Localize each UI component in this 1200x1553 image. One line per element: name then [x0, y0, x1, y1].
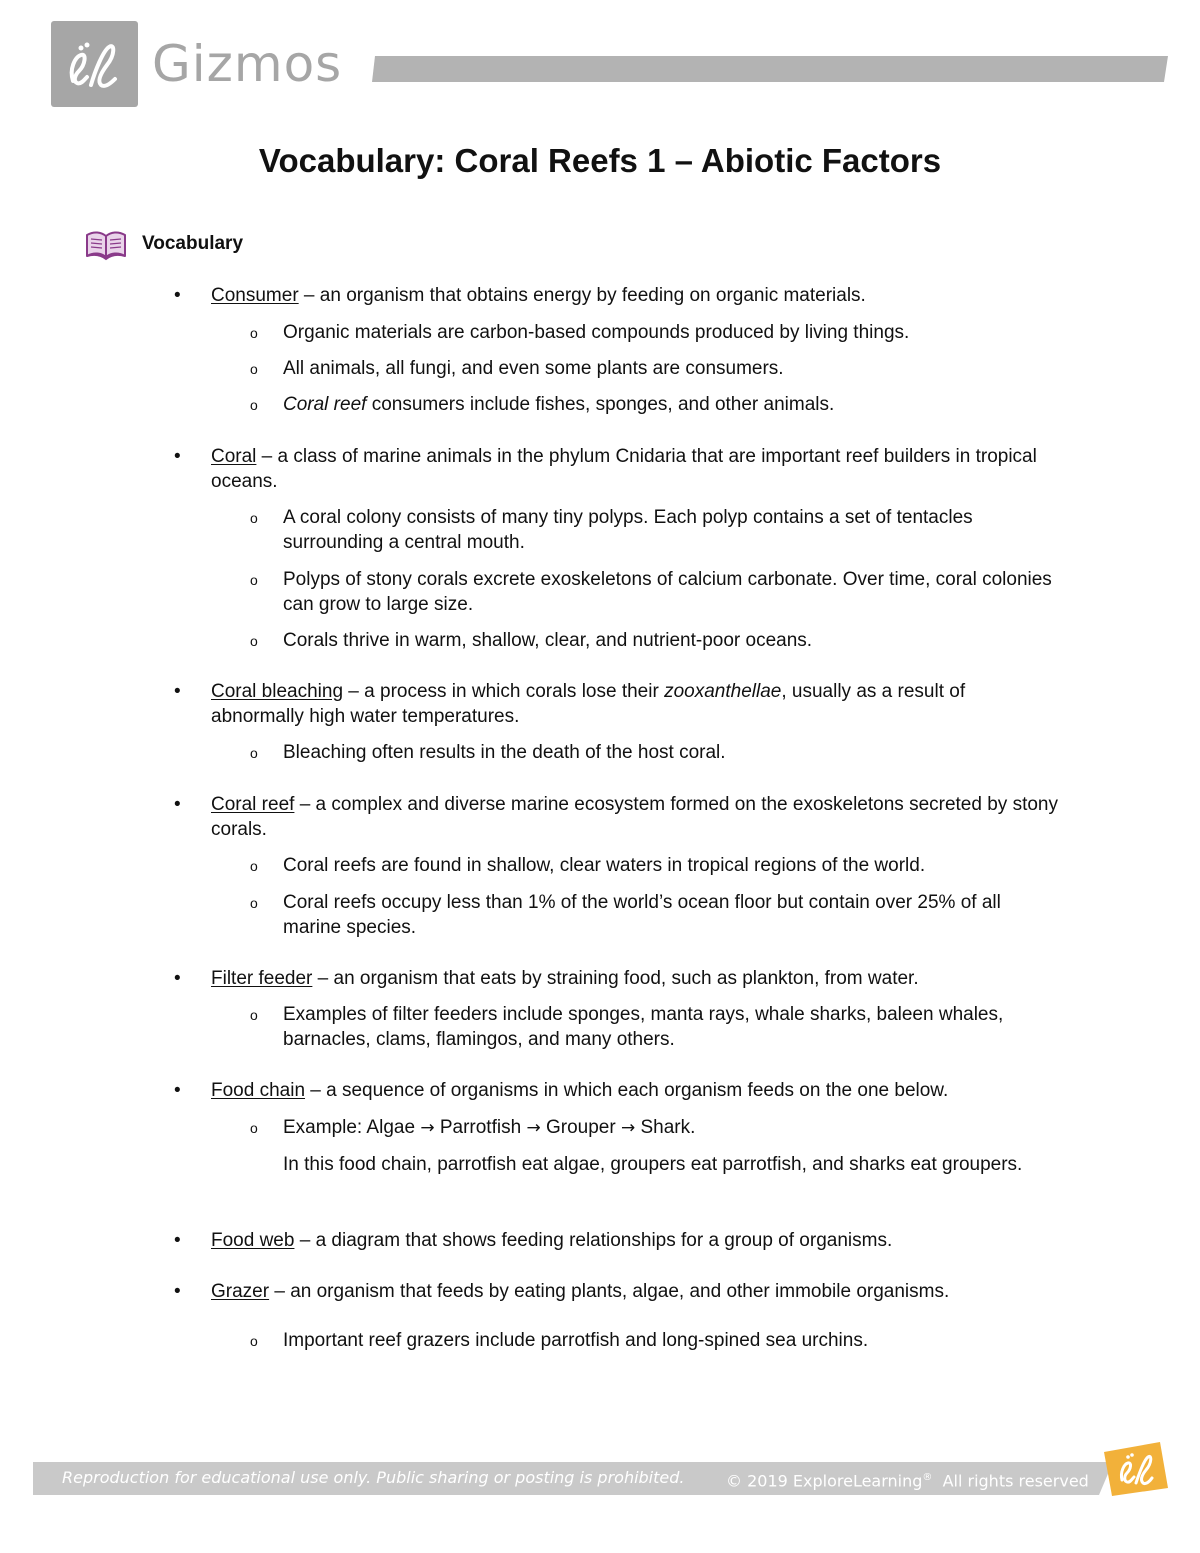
- chain-link: Parrotfish: [439, 1117, 522, 1138]
- list-item: [250, 320, 1063, 345]
- list-item: [250, 853, 1063, 878]
- term-definition: – a process in which corals lose their: [343, 681, 665, 702]
- term-grazer: [174, 1279, 1061, 1304]
- term-word: Consumer: [211, 285, 299, 306]
- term-definition: – a complex and diverse marine ecosystem formed on the exoskeletons secreted by stony corals.: [211, 794, 1058, 840]
- explorelearning-corner-logo-icon: [1100, 1438, 1172, 1500]
- bullet: •: [174, 681, 181, 702]
- bullet: •: [174, 446, 181, 467]
- page-title: Vocabulary: Coral Reefs 1 – Abiotic Factors: [258, 142, 942, 179]
- list-item: [250, 1328, 1063, 1353]
- sub-text: A coral colony consists of many tiny polyps. Each polyp contains a set of tentacles surrounding a central mouth.: [283, 507, 973, 553]
- rights-text: All rights reserved: [942, 1471, 1089, 1491]
- section-label: Vocabulary: [142, 233, 244, 254]
- list-item: [250, 356, 1063, 381]
- list-item: [250, 392, 1063, 417]
- bullet: •: [174, 1281, 181, 1302]
- sub-bullet: o: [250, 633, 258, 649]
- sub-text: Polyps of stony corals excrete exoskeletons of calcium carbonate. Over time, coral colonies can grow to large size.: [283, 569, 1052, 615]
- term-definition: – a diagram that shows feeding relationships for a group of organisms.: [294, 1230, 893, 1251]
- footer-notice: Reproduction for educational use only. Public sharing or posting is prohibited.: [62, 1468, 685, 1487]
- arrow-right-icon: →: [420, 1118, 435, 1138]
- term-word: Coral reef: [211, 794, 295, 815]
- chain-link: Shark.: [640, 1117, 696, 1138]
- sub-text: Bleaching often results in the death of the host coral.: [283, 742, 726, 763]
- term-word: Coral bleaching: [211, 681, 344, 702]
- term-definition-end: , usually as a result of abnormally high water temperatures.: [211, 681, 966, 727]
- term-definition: – a sequence of organisms in which each organism feeds on the one below.: [305, 1080, 949, 1101]
- bullet: •: [174, 968, 181, 989]
- sub-bullet: o: [250, 745, 258, 761]
- list-item: [250, 1002, 1063, 1052]
- sub-bullet: o: [250, 1007, 258, 1023]
- list-item: [250, 740, 1063, 765]
- sub-emphasis: Coral reef: [283, 394, 367, 415]
- term-word: Grazer: [211, 1281, 270, 1302]
- bullet: •: [174, 1230, 181, 1251]
- list-item: [250, 505, 1063, 555]
- list-item: [250, 628, 1063, 653]
- term-definition: – an organism that eats by straining food, such as plankton, from water.: [312, 968, 919, 989]
- food-chain-note: In this food chain, parrotfish eat algae, groupers eat parrotfish, and sharks eat groupers.: [283, 1154, 1023, 1175]
- bullet: •: [174, 1080, 181, 1101]
- sub-text: Organic materials are carbon-based compounds produced by living things.: [283, 322, 910, 343]
- sub-bullet: o: [250, 858, 258, 874]
- bullet: •: [174, 794, 181, 815]
- term-food-web: [174, 1228, 1061, 1253]
- list-item: [250, 890, 1063, 940]
- term-definition: – an organism that feeds by eating plants, algae, and other immobile organisms.: [269, 1281, 950, 1302]
- sub-text: consumers include fishes, sponges, and other animals.: [366, 394, 835, 415]
- sub-bullet: o: [250, 572, 258, 588]
- footer-copyright: [726, 1467, 1089, 1492]
- term-emphasis: zooxanthellae: [664, 681, 782, 702]
- sub-text: Important reef grazers include parrotfish and long-spined sea urchins.: [283, 1330, 869, 1351]
- sub-text: Examples of filter feeders include sponges, manta rays, whale sharks, baleen whales, barnacles, clams, flamingos, and many others.: [283, 1004, 1004, 1050]
- term-filter-feeder: [174, 966, 1061, 991]
- term-coral: [174, 444, 1061, 494]
- sub-bullet: o: [250, 1333, 258, 1349]
- list-item: [250, 567, 1063, 617]
- brand-name: Gizmos: [152, 35, 343, 93]
- sub-text: Coral reefs are found in shallow, clear waters in tropical regions of the world.: [283, 855, 926, 876]
- bullet: •: [174, 285, 181, 306]
- sub-text: Coral reefs occupy less than 1% of the world’s ocean floor but contain over 25% of all marine species.: [283, 892, 1001, 938]
- term-definition: – an organism that obtains energy by feeding on organic materials.: [298, 285, 866, 306]
- term-word: Food web: [211, 1230, 295, 1251]
- sub-bullet: o: [250, 325, 258, 341]
- arrow-right-icon: →: [620, 1118, 636, 1138]
- term-definition: – a class of marine animals in the phylum Cnidaria that are important reef builders in tropical oceans.: [211, 446, 1037, 492]
- term-coral-reef: [174, 792, 1061, 842]
- term-coral-bleaching: [174, 679, 1061, 729]
- food-chain-example: [250, 1115, 1063, 1141]
- example-prefix: Example: Algae: [283, 1117, 416, 1138]
- term-word: Coral: [211, 446, 257, 467]
- copyright-year: 2019: [747, 1471, 788, 1491]
- sub-bullet: o: [250, 895, 258, 911]
- arrow-right-icon: →: [526, 1118, 541, 1138]
- sub-bullet: o: [250, 1120, 258, 1136]
- sub-bullet: o: [250, 510, 258, 526]
- term-word: Food chain: [211, 1080, 306, 1101]
- copyright-symbol: ©: [726, 1471, 742, 1491]
- term-word: Filter feeder: [211, 968, 313, 989]
- chain-link: Grouper: [545, 1117, 616, 1138]
- term-consumer: [174, 283, 1061, 308]
- sub-text: All animals, all fungi, and even some plants are consumers.: [283, 358, 784, 379]
- sub-text: Corals thrive in warm, shallow, clear, and nutrient-poor oceans.: [283, 630, 813, 651]
- sub-bullet: o: [250, 397, 258, 413]
- company-name: ExploreLearning: [792, 1471, 923, 1491]
- sub-bullet: o: [250, 361, 258, 377]
- registered-mark: ®: [922, 1472, 933, 1483]
- term-food-chain: [174, 1078, 1061, 1103]
